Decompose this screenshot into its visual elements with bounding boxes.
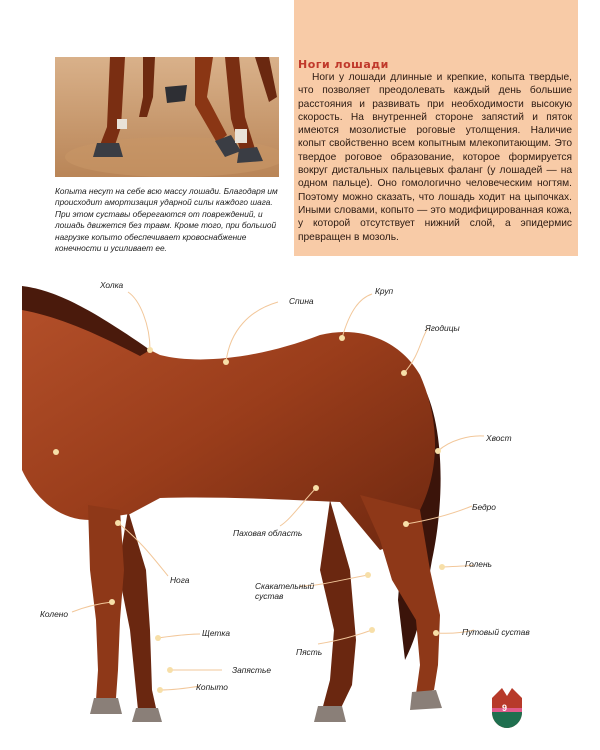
label-holka: Холка (100, 280, 124, 290)
horse-illustration (0, 270, 600, 750)
label-noga: Нога (170, 575, 190, 585)
label-kopyto: Копыто (196, 682, 228, 692)
photo-caption: Копыта несут на себе всю массу лошади. Благодаря им происходит амортизация ударной силы каждого шага. При этом суставы оберегаются от повреждений, и лошадь движется без травм. Кроме того, при большой нагрузке копыто обеспечивает кровоснабжение конечности и усиливает ее. (55, 186, 278, 254)
label-pyast: Пясть (296, 647, 323, 657)
label-shchetka: Щетка (202, 628, 230, 638)
label-putovoy: Путовый сустав (462, 627, 530, 637)
label-yagoditsy: Ягодицы (425, 323, 460, 333)
label-bedro: Бедро (472, 502, 496, 512)
label-pahovaya: Паховая область (233, 528, 303, 538)
label-skakatelny: Скакательный сустав (255, 581, 315, 601)
sidebar-title: Ноги лошади (298, 58, 389, 71)
sidebar-text: Ноги у лошади длинные и крепкие, копыта твердые, что позволяет преодолевать каждый день большие расстояния и развивать при необходимости высокую скорость. На внутренней стороне запястий и пяток имеются мозолистые роговые утолщения. Наличие копыт свойственно всем копытным млекопитающим. Это твердое роговое образование, которое формируется вокруг дистальных пальцевых фаланг (у лошадей — на одном пальце). Оно гомологично человеческим ногтям. Поэтому можно сказать, что лошадь ходит на цыпочках. Иными словами, копыто — это модифицированная кожа, у которой отсутствует нижний слой, а эпидермис превращен в мозоль. (298, 72, 572, 243)
label-krup: Круп (375, 286, 394, 296)
label-zapyastye: Запястье (232, 665, 272, 675)
hooves-photo (55, 57, 279, 177)
label-hvost: Хвост (486, 433, 512, 443)
page-number: 9 (502, 703, 508, 713)
label-golen: Голень (465, 559, 492, 569)
label-koleno: Колено (40, 609, 69, 619)
label-spina: Спина (289, 296, 314, 306)
